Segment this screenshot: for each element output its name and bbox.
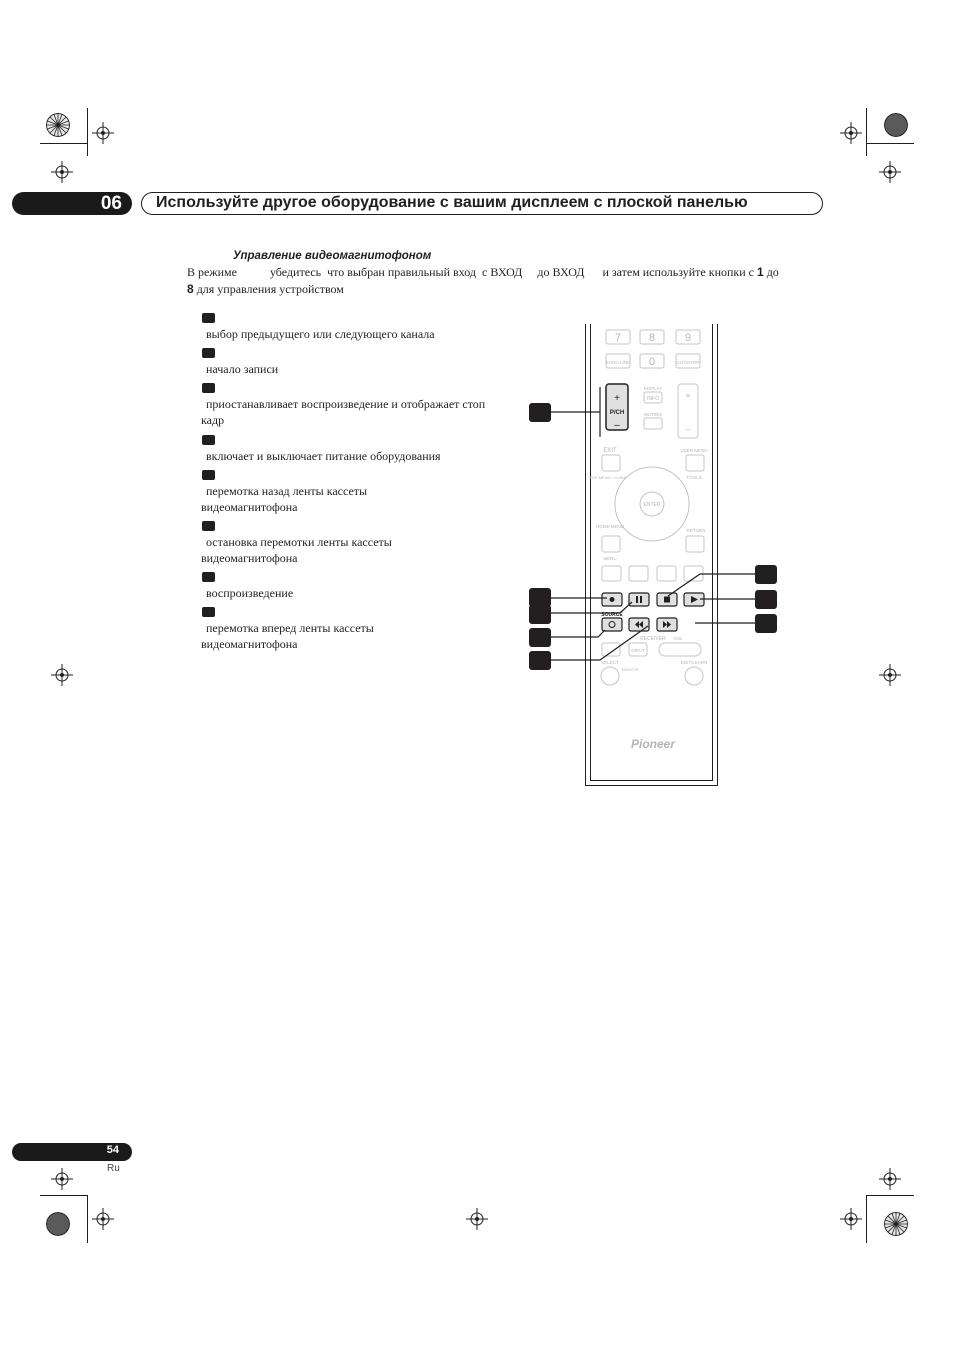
key-7: 7	[614, 332, 622, 344]
exit-label: EXIT	[603, 448, 617, 454]
return-label: RETURN	[686, 528, 706, 533]
key-8: 8	[648, 332, 656, 344]
monitor-label: MONITOR	[621, 668, 639, 672]
page-language: Ru	[107, 1163, 120, 1174]
pch-minus: –	[614, 420, 620, 431]
key-9: 9	[684, 332, 692, 344]
vol-label: VOL	[673, 636, 683, 641]
receiver-label: RECEIVER	[640, 636, 666, 642]
intro-key-1: 1	[757, 265, 764, 279]
list-item-text: остановка перемотки ленты кассеты видеомагнитофона	[201, 535, 392, 565]
key-0: 0	[648, 356, 656, 368]
euro-link-key: EURO LINK	[605, 360, 631, 365]
muting-label: MUTING	[644, 412, 662, 417]
list-item-text: выбор предыдущего или следующего канала	[206, 327, 435, 341]
info-key: INFO	[647, 396, 659, 402]
edit-learn-label: EDIT/LEARN	[680, 660, 708, 665]
pch-plus: +	[614, 393, 620, 404]
callout-box-pch	[529, 403, 551, 422]
top-menu-label: TOP MENU / GUIDE	[589, 475, 627, 480]
input-key: INPUT	[631, 648, 645, 653]
list-item-text: включает и выключает питание оборудования	[206, 449, 441, 463]
callout-box-source	[529, 628, 551, 647]
list-item-text: воспроизведение	[206, 586, 294, 600]
brand-logo: Pioneer	[630, 737, 676, 751]
list-item-text: начало записи	[206, 362, 279, 376]
intro-key-8: 8	[187, 282, 194, 296]
callout-box-forward	[755, 614, 777, 633]
intro-text: В режиме убедитесь что выбран правильный вход с ВХОД до ВХОД и затем используйте кнопки с	[187, 265, 757, 279]
home-menu-label: HOME MENU	[596, 524, 624, 529]
list-item-text: приостанавливает воспроизведение и отображает стоп кадр	[201, 397, 486, 427]
callout-box-stop	[755, 565, 777, 584]
callout-box-rewind	[529, 651, 551, 670]
section-subheading: Управление видеомагнитофоном	[233, 250, 432, 262]
ch-enter-key: CH ENTER	[676, 360, 700, 365]
callout-box-play	[755, 590, 777, 609]
svg-text:+: +	[685, 391, 691, 401]
svg-text:–: –	[685, 424, 691, 434]
page-number-badge	[12, 1143, 132, 1161]
callout-box-pause	[529, 605, 551, 624]
chapter-title: Используйте другое оборудование с вашим дисплеем с плоской панелью	[156, 194, 748, 211]
menu-label: MENU	[603, 556, 617, 561]
intro-text-mid: до	[763, 265, 779, 279]
user-menu-label: USER MENU	[680, 448, 708, 453]
display-label: DISPLAY	[643, 386, 663, 391]
source-label: SOURCE	[601, 612, 623, 618]
intro-text-end: для управления устройством	[193, 282, 344, 296]
list-item-text: перемотка назад ленты кассеты видеомагнитофона	[201, 484, 368, 514]
chapter-number: 06	[100, 193, 122, 214]
list-item-text: перемотка вперед ленты кассеты видеомагнитофона	[201, 621, 374, 651]
page-number: 54	[106, 1144, 119, 1156]
tools-label: TOOLS	[686, 475, 702, 480]
select-label: SELECT	[601, 660, 619, 665]
pch-label: P/CH	[609, 410, 625, 416]
enter-key: ENTER	[643, 502, 661, 508]
